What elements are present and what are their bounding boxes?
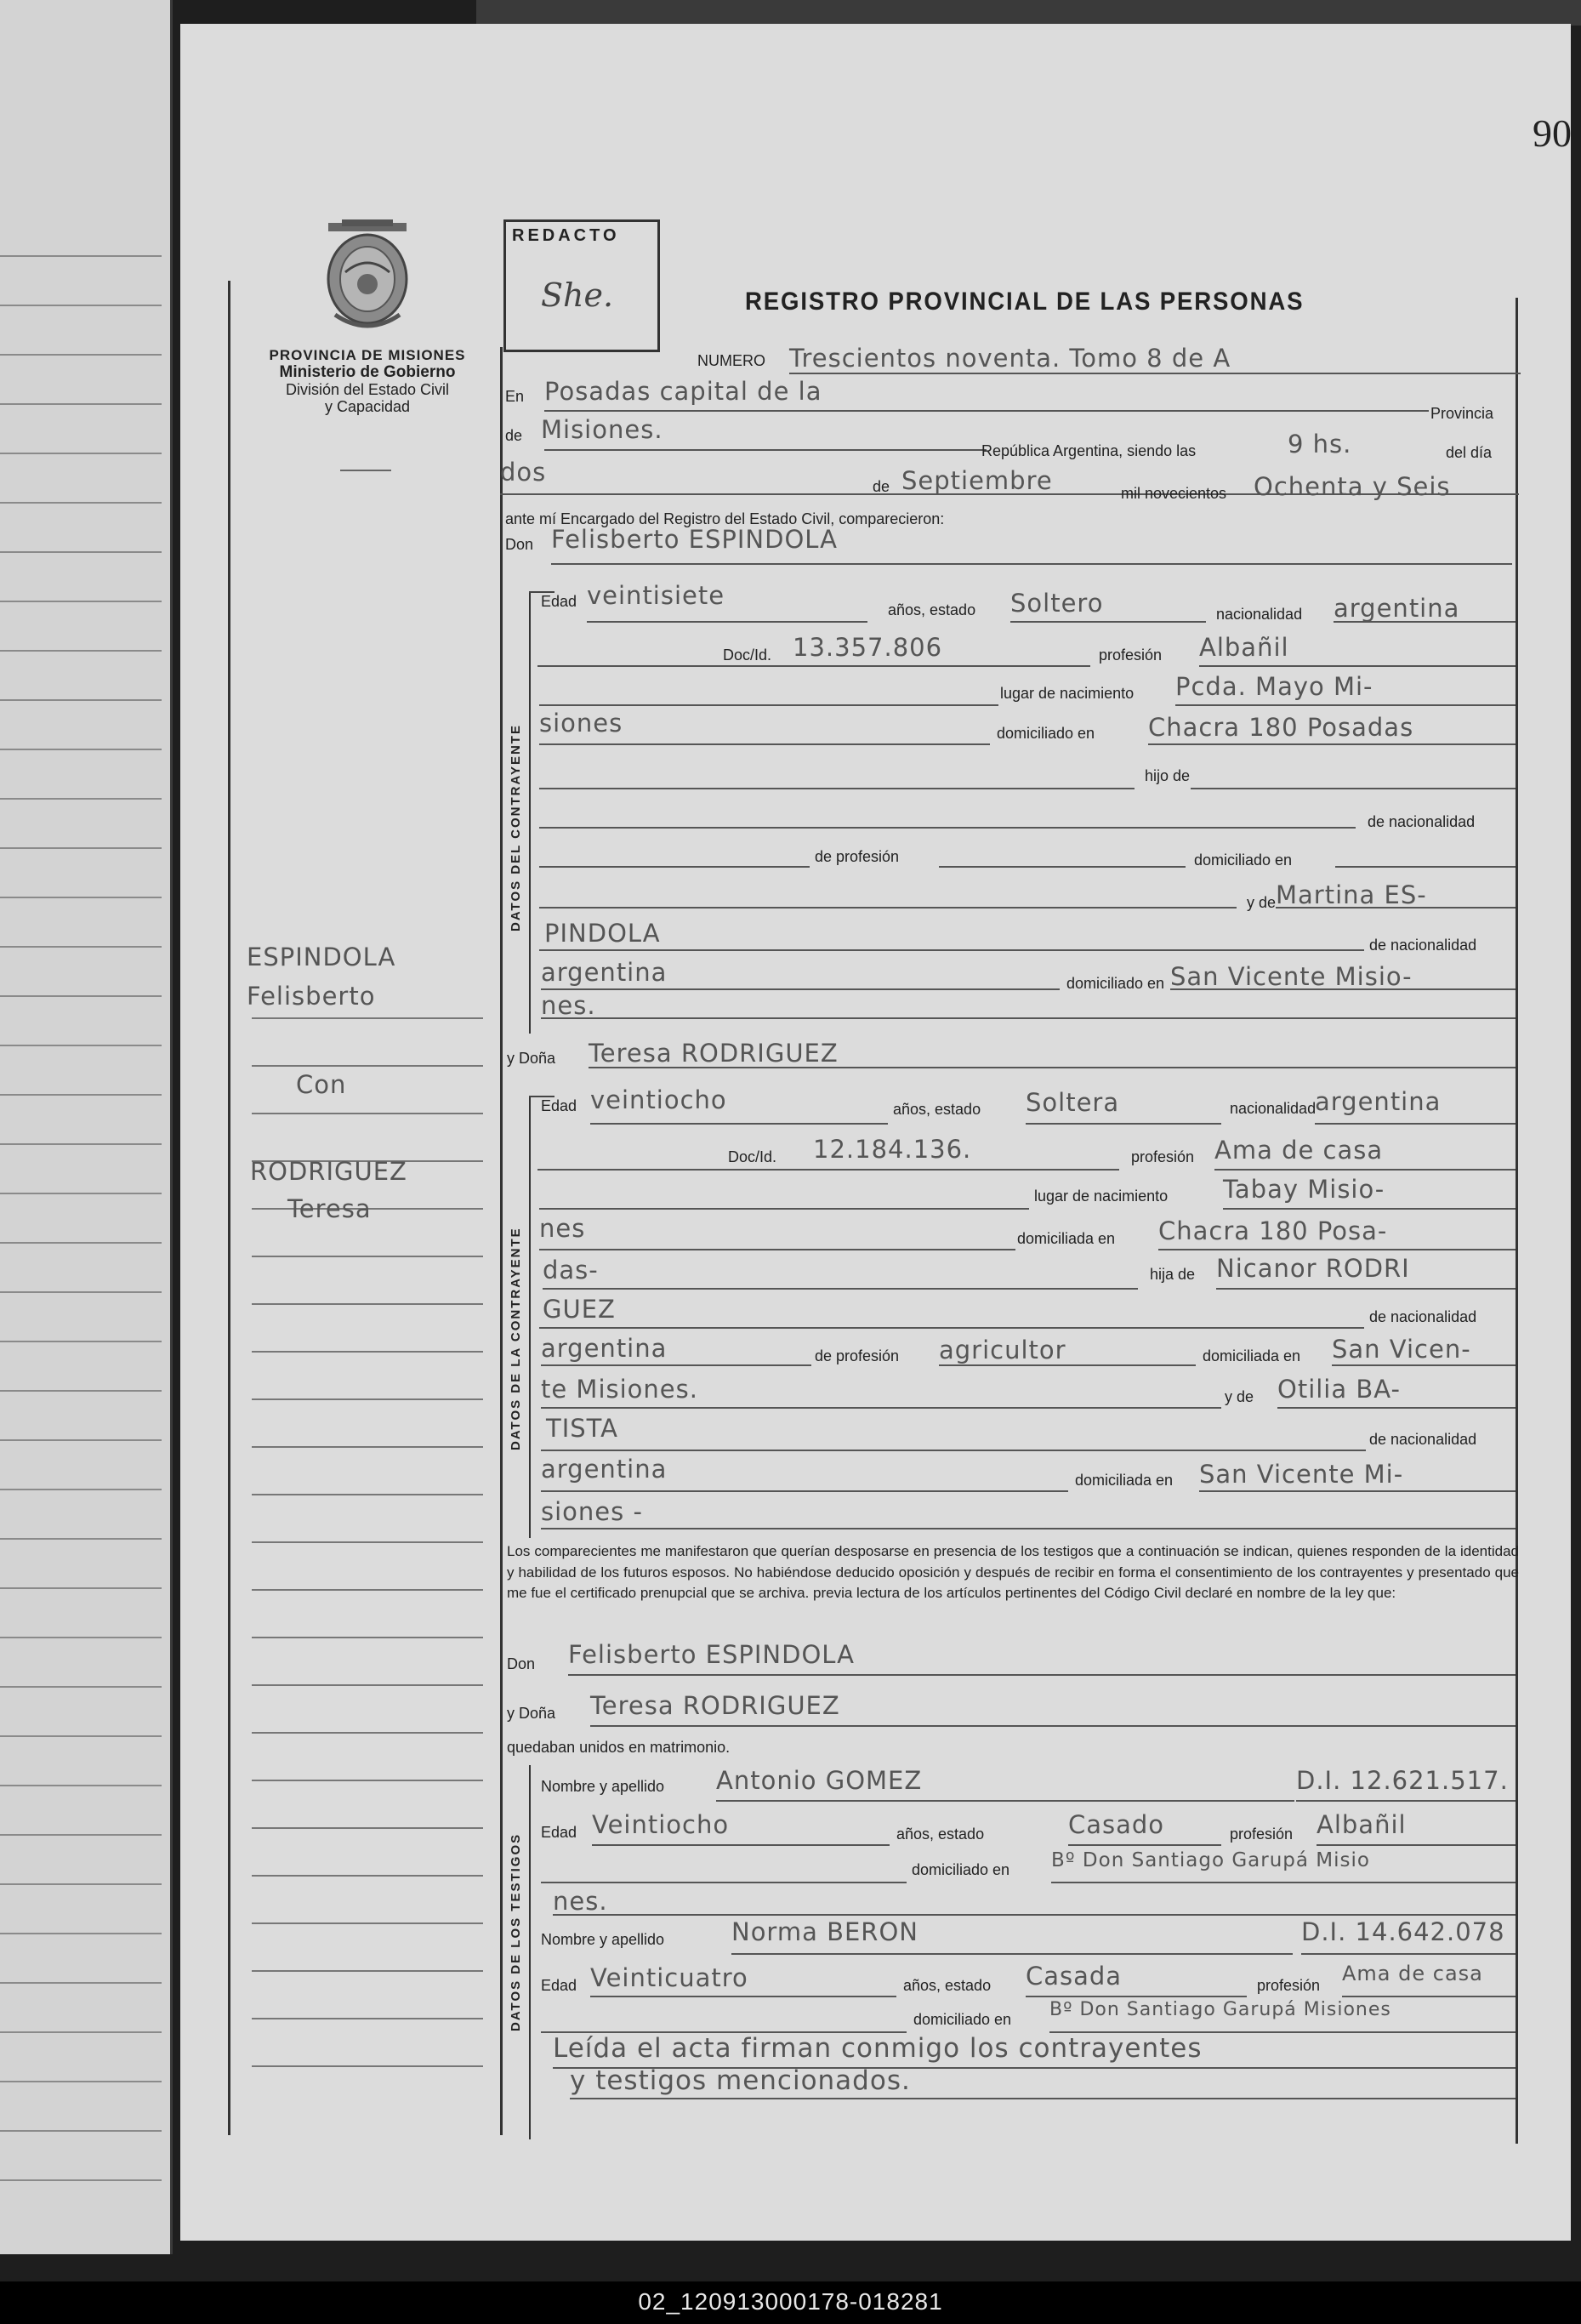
bride-mother-dom-2: siones - (541, 1497, 643, 1526)
margin-groom-name: Felisberto (247, 982, 376, 1011)
groom-father-dom-label: domiciliado en (1194, 852, 1293, 869)
bride-doc: 12.184.136. (813, 1135, 972, 1164)
bride-prof-label: profesión (1131, 1148, 1195, 1165)
prev-page-rule (0, 305, 162, 306)
margin-rule (252, 1065, 483, 1067)
form-rule (541, 1364, 811, 1366)
bride-father-nacionalidad: argentina (541, 1334, 668, 1363)
bride-father-dom-1: San Vicen- (1332, 1335, 1471, 1364)
prev-page-rule (0, 1439, 162, 1441)
w2-profesion: Ama de casa (1342, 1962, 1483, 1985)
prev-page-rule (0, 2031, 162, 2033)
prev-page-rule (0, 1489, 162, 1490)
prev-page-rule (0, 1982, 162, 1984)
groom-profesion: Albañil (1199, 633, 1289, 662)
don-label: Don (505, 536, 534, 553)
prev-page-rule (0, 650, 162, 652)
w1-doc: D.I. 12.621.517. (1296, 1766, 1509, 1795)
margin-rule (252, 1589, 483, 1591)
prev-page-rule (0, 1094, 162, 1096)
groom-estado-label: años, estado (888, 601, 976, 618)
margin-rule (252, 1970, 483, 1972)
form-rule (541, 1407, 1221, 1409)
groom-lugar-1: Pcda. Mayo Mi- (1175, 672, 1373, 701)
form-rule (541, 1450, 1366, 1451)
form-rule (1216, 1288, 1516, 1290)
agency-block (240, 347, 495, 415)
form-rule (1296, 1800, 1516, 1802)
margin-rule (252, 1398, 483, 1400)
margin-bride-name: Teresa (287, 1194, 372, 1223)
margin-rule (252, 1732, 483, 1734)
del-dia-label: del día (1446, 444, 1493, 461)
ante-text: ante mí Encargado del Registro del Estado Civil, comparecieron: (505, 510, 945, 527)
form-rule (539, 1327, 1364, 1329)
bride-section-label: DATOS DE LA CONTRAYENTE (509, 1227, 523, 1450)
groom-mother-dom-label: domiciliado en (1066, 975, 1165, 992)
prev-page-rule (0, 946, 162, 948)
bride-estado-label: años, estado (893, 1101, 981, 1118)
form-rule (939, 866, 1186, 868)
prev-page-rule (0, 1341, 162, 1342)
bride-nac-label: nacionalidad (1230, 1100, 1317, 1117)
redacto-label: REDACTO (512, 226, 620, 245)
declaration-text: Los comparecientes me manifestaron que querían desposarse en presencia de los testigos que a continuación se indican, quienes responden de la identidad y habilidad de los futuros esposos. No habiéndose deducido oposición y después de recibir en forma el consentimiento de los contrayentes y presentado que me fue el certificado prenupcial que se archiva. previa lectura de los artículos pertinentes del Código Civil declaré en nombre de la ley que: (507, 1543, 1519, 1601)
w2-nombre: Norma BERON (731, 1917, 918, 1946)
provincia-value: Misiones. (541, 415, 663, 444)
bride-bracket (529, 1096, 531, 1538)
margin-groom-surname: ESPINDOLA (247, 943, 396, 971)
w2-prof-label: profesión (1257, 1977, 1321, 1994)
statement-don-label: Don (507, 1655, 536, 1672)
form-rule (541, 1528, 1516, 1529)
groom-lugar-2: siones (539, 709, 623, 738)
margin-rule (252, 1684, 483, 1686)
form-rule (539, 704, 998, 706)
groom-edad-label: Edad (541, 593, 577, 610)
form-rule (1026, 1996, 1247, 1997)
w2-doc: D.I. 14.642.078 (1301, 1917, 1505, 1946)
form-rule (1026, 1123, 1221, 1125)
groom-doc-label: Doc/Id. (723, 647, 772, 664)
agency-ministry: Ministerio de Gobierno (279, 363, 456, 381)
page-title: REGISTRO PROVINCIAL DE LAS PERSONAS (745, 288, 1305, 316)
groom-edad: veintisiete (587, 581, 725, 610)
w1-nombre-label: Nombre y apellido (541, 1778, 665, 1795)
prev-page-rule (0, 798, 162, 800)
bride-dom-2: das- (543, 1256, 599, 1284)
prev-page-rule (0, 847, 162, 849)
statement-bride: Teresa RODRIGUEZ (590, 1691, 840, 1720)
margin-rule (252, 1922, 483, 1924)
prev-page-rule (0, 1785, 162, 1786)
bride-mother-1: Otilia BA- (1277, 1375, 1401, 1404)
w1-estado-label: años, estado (896, 1826, 985, 1843)
margin-rule (252, 1637, 483, 1638)
agency-province: PROVINCIA DE MISIONES (269, 347, 466, 363)
numero-label: NUMERO (697, 352, 765, 369)
form-rule (541, 1017, 1516, 1019)
prev-page-rule (0, 1686, 162, 1688)
groom-name: Felisberto ESPINDOLA (551, 525, 838, 554)
dia-value: dos (500, 458, 547, 487)
prev-page-rule (0, 2081, 162, 2082)
form-rule (789, 373, 1521, 374)
prev-page-rule (0, 1242, 162, 1244)
bride-hija-label: hija de (1150, 1266, 1196, 1283)
groom-mother-1: Martina ES- (1276, 880, 1427, 909)
form-rule (1335, 866, 1516, 868)
form-rule (539, 866, 810, 868)
w2-edad: Veinticuatro (590, 1963, 748, 1992)
bride-ydemother-label: y de (1225, 1388, 1254, 1405)
agency-division-2: y Capacidad (324, 398, 411, 415)
groom-section-label: DATOS DEL CONTRAYENTE (509, 724, 523, 931)
prev-page-rule (0, 1390, 162, 1392)
groom-prof-label: profesión (1099, 647, 1163, 664)
bride-edad: veintiocho (590, 1085, 727, 1114)
groom-estado: Soltero (1010, 589, 1104, 618)
left-frame-line (228, 281, 230, 2135)
groom-mother-nacionalidad: argentina (541, 958, 668, 987)
prev-page-rule (0, 1143, 162, 1145)
margin-rule (252, 1541, 483, 1543)
mes-value: Septiembre (901, 466, 1053, 495)
bride-lugar-2: nes (539, 1214, 586, 1243)
bride-lugar-1: Tabay Misio- (1223, 1175, 1385, 1204)
form-rule (1342, 1996, 1516, 1997)
form-rule (1010, 621, 1206, 623)
prev-page-rule (0, 2130, 162, 2132)
form-rule (541, 1882, 907, 1883)
top-shadow (476, 0, 1581, 26)
bride-nacionalidad: argentina (1315, 1087, 1442, 1116)
w1-dom-1: Bº Don Santiago Garupá Misio (1051, 1849, 1370, 1871)
bride-mother-nacionalidad: argentina (541, 1455, 668, 1484)
dona-label: y Doña (507, 1050, 556, 1067)
groom-lugar-label: lugar de nacimiento (1000, 685, 1135, 702)
provincia-label: Provincia (1430, 405, 1494, 422)
form-rule (543, 1288, 1138, 1290)
groom-bracket (529, 591, 531, 1034)
margin-rule (252, 1303, 483, 1305)
form-rule (544, 449, 987, 451)
form-rule (539, 1249, 1015, 1250)
bride-doc-label: Doc/Id. (728, 1148, 777, 1165)
prev-page-rule (0, 699, 162, 701)
form-rule (551, 563, 1512, 565)
bride-edad-label: Edad (541, 1097, 577, 1114)
form-rule (544, 410, 1429, 412)
w2-estado-label: años, estado (903, 1977, 992, 1994)
prev-page-rule (0, 1735, 162, 1737)
margin-rule (252, 1113, 483, 1114)
statement-closing: quedaban unidos en matrimonio. (507, 1739, 731, 1756)
mil-label: mil novecientos (1121, 485, 1227, 502)
bride-father-profesion: agricultor (939, 1336, 1066, 1364)
witness-bracket (529, 1765, 531, 2139)
w2-nombre-label: Nombre y apellido (541, 1931, 665, 1948)
margin-rule (252, 1256, 483, 1257)
w2-domicilio: Bº Don Santiago Garupá Misiones (1049, 1999, 1391, 2020)
groom-ydemother-label: y de (1247, 894, 1277, 911)
bride-name: Teresa RODRIGUEZ (589, 1039, 839, 1068)
w1-edad-label: Edad (541, 1824, 577, 1841)
anio-value: Ochenta y Seis (1254, 472, 1451, 501)
bride-father-dom-label: domiciliada en (1203, 1347, 1301, 1364)
closing-line-2: y testigos mencionados. (570, 2065, 911, 2096)
bride-father-1: Nicanor RODRI (1216, 1254, 1410, 1283)
w1-dom-label: domiciliado en (912, 1861, 1010, 1878)
margin-rule (252, 1827, 483, 1829)
margin-rule (252, 2018, 483, 2019)
prev-page-rule (0, 1883, 162, 1885)
statement-dona-label: y Doña (507, 1705, 556, 1722)
form-rule (539, 743, 990, 745)
form-rule (539, 1208, 1029, 1210)
prev-page-rule (0, 403, 162, 405)
bride-estado: Soltera (1026, 1088, 1120, 1117)
form-rule (587, 621, 867, 623)
form-rule (1332, 1364, 1516, 1366)
form-rule (568, 1674, 1516, 1676)
w1-nombre: Antonio GOMEZ (716, 1766, 923, 1795)
groom-dom-label: domiciliado en (997, 725, 1095, 742)
previous-page-edge (0, 0, 173, 2254)
prev-page-rule (0, 1538, 162, 1540)
prev-page-rule (0, 453, 162, 454)
form-rule (731, 1953, 1293, 1955)
w2-dom-label: domiciliado en (913, 2011, 1012, 2028)
bride-mother-dom-label: domiciliada en (1075, 1472, 1174, 1489)
prev-page-rule (0, 995, 162, 997)
form-rule (1301, 1953, 1516, 1955)
form-rule (1315, 1123, 1516, 1125)
prev-page-rule (0, 1637, 162, 1638)
margin-bride-surname: RODRIGUEZ (250, 1157, 407, 1186)
bride-mother-2: TISTA (546, 1414, 618, 1443)
numero-value: Trescientos noventa. Tomo 8 de A (789, 344, 1231, 373)
margin-rule (252, 1017, 483, 1019)
margin-rule (252, 1351, 483, 1353)
w1-dom-2: nes. (553, 1887, 608, 1916)
form-rule (570, 2098, 1516, 2099)
closing-line-1: Leída el acta firman conmigo los contrayentes (553, 2033, 1203, 2064)
bride-lugar-label: lugar de nacimiento (1034, 1188, 1169, 1205)
form-rule (553, 1914, 1516, 1916)
form-rule (539, 827, 1356, 829)
form-rule (1317, 1844, 1516, 1846)
de-label: de (505, 427, 523, 444)
form-rule (1068, 1844, 1221, 1846)
form-rule (793, 665, 1073, 667)
prev-page-rule (0, 897, 162, 898)
redacto-value: She. (541, 276, 614, 314)
column-divider (500, 347, 503, 2135)
form-rule (1277, 1407, 1516, 1409)
form-rule (813, 1169, 1119, 1171)
margin-rule (252, 2065, 483, 2067)
margin-rule (252, 1780, 483, 1781)
groom-mother-nac-label: de nacionalidad (1369, 937, 1477, 954)
agency-rule (340, 470, 391, 471)
en-value: Posadas capital de la (544, 377, 822, 406)
form-rule (590, 1123, 888, 1125)
bride-profesion: Ama de casa (1214, 1136, 1384, 1165)
w2-estado: Casada (1026, 1962, 1123, 1991)
form-rule (1223, 1208, 1516, 1210)
prev-page-rule (0, 1045, 162, 1046)
agency-division: División del Estado Civil (285, 381, 450, 398)
form-rule (1148, 743, 1516, 745)
coat-of-arms-icon (320, 219, 415, 337)
w1-profesion: Albañil (1317, 1810, 1407, 1839)
margin-rule (252, 1494, 483, 1495)
form-rule (590, 1996, 896, 1997)
groom-hijo-label: hijo de (1145, 767, 1191, 784)
form-rule (1158, 1249, 1516, 1250)
bride-father-prof-label: de profesión (815, 1347, 900, 1364)
bride-mother-nac-label: de nacionalidad (1369, 1431, 1477, 1448)
form-rule (1214, 1169, 1516, 1171)
bride-dom-label: domiciliada en (1017, 1230, 1116, 1247)
prev-page-rule (0, 502, 162, 504)
prev-page-rule (0, 551, 162, 553)
form-rule (1199, 1490, 1516, 1492)
bride-father-2: GUEZ (543, 1295, 616, 1324)
witness-section-label: DATOS DE LOS TESTIGOS (509, 1832, 523, 2031)
form-rule (716, 1800, 1294, 1802)
groom-father-prof-label: de profesión (815, 848, 900, 865)
margin-rule (252, 1875, 483, 1877)
form-rule (1175, 704, 1516, 706)
groom-mother-dom-2: nes. (541, 991, 596, 1020)
republica-label: República Argentina, siendo las (981, 442, 1197, 459)
de-mes-label: de (873, 478, 890, 495)
statement-groom: Felisberto ESPINDOLA (568, 1640, 855, 1669)
groom-nacionalidad: argentina (1334, 594, 1460, 623)
prev-page-rule (0, 601, 162, 602)
form-rule (541, 988, 1060, 990)
bride-father-nac-label: de nacionalidad (1369, 1308, 1477, 1325)
form-rule (1199, 665, 1516, 667)
prev-page-rule (0, 1587, 162, 1589)
form-rule (539, 788, 1135, 789)
page-number: 90 (1533, 111, 1572, 155)
w1-estado: Casado (1068, 1810, 1165, 1839)
en-label: En (505, 388, 525, 405)
margin-conjunction: Con (296, 1070, 347, 1099)
prev-page-rule (0, 749, 162, 750)
right-frame-line (1516, 298, 1518, 2144)
form-rule (539, 949, 1364, 951)
prev-page-rule (0, 1193, 162, 1194)
form-rule (1191, 788, 1516, 789)
prev-page-rule (0, 2179, 162, 2181)
groom-mother-dom-1: San Vicente Misio- (1170, 962, 1413, 991)
w1-edad: Veintiocho (592, 1810, 730, 1839)
prev-page-rule (0, 1933, 162, 1934)
form-rule (939, 1364, 1196, 1366)
groom-mother-2: PINDOLA (544, 919, 661, 948)
prev-page-rule (0, 255, 162, 257)
w1-prof-label: profesión (1230, 1826, 1294, 1843)
groom-domicilio: Chacra 180 Posadas (1148, 713, 1414, 742)
bride-dom-1: Chacra 180 Posa- (1158, 1216, 1388, 1245)
form-rule (590, 1725, 1516, 1727)
form-rule (539, 907, 1237, 909)
form-rule (541, 1490, 1068, 1492)
form-rule (592, 1844, 890, 1846)
margin-rule (252, 1446, 483, 1448)
prev-page-rule (0, 1291, 162, 1293)
groom-father-nac-label: de nacionalidad (1368, 813, 1476, 830)
bride-father-dom-2: te Misiones. (541, 1375, 698, 1404)
groom-nac-label: nacionalidad (1216, 606, 1303, 623)
groom-doc: 13.357.806 (793, 633, 943, 662)
prev-page-rule (0, 1834, 162, 1836)
hora-value: 9 hs. (1288, 430, 1352, 459)
w2-edad-label: Edad (541, 1977, 577, 1994)
scan-id: 02_120913000178-018281 (638, 2288, 943, 2315)
bride-mother-dom-1: San Vicente Mi- (1199, 1460, 1404, 1489)
form-rule (1051, 1882, 1516, 1883)
prev-page-rule (0, 354, 162, 356)
